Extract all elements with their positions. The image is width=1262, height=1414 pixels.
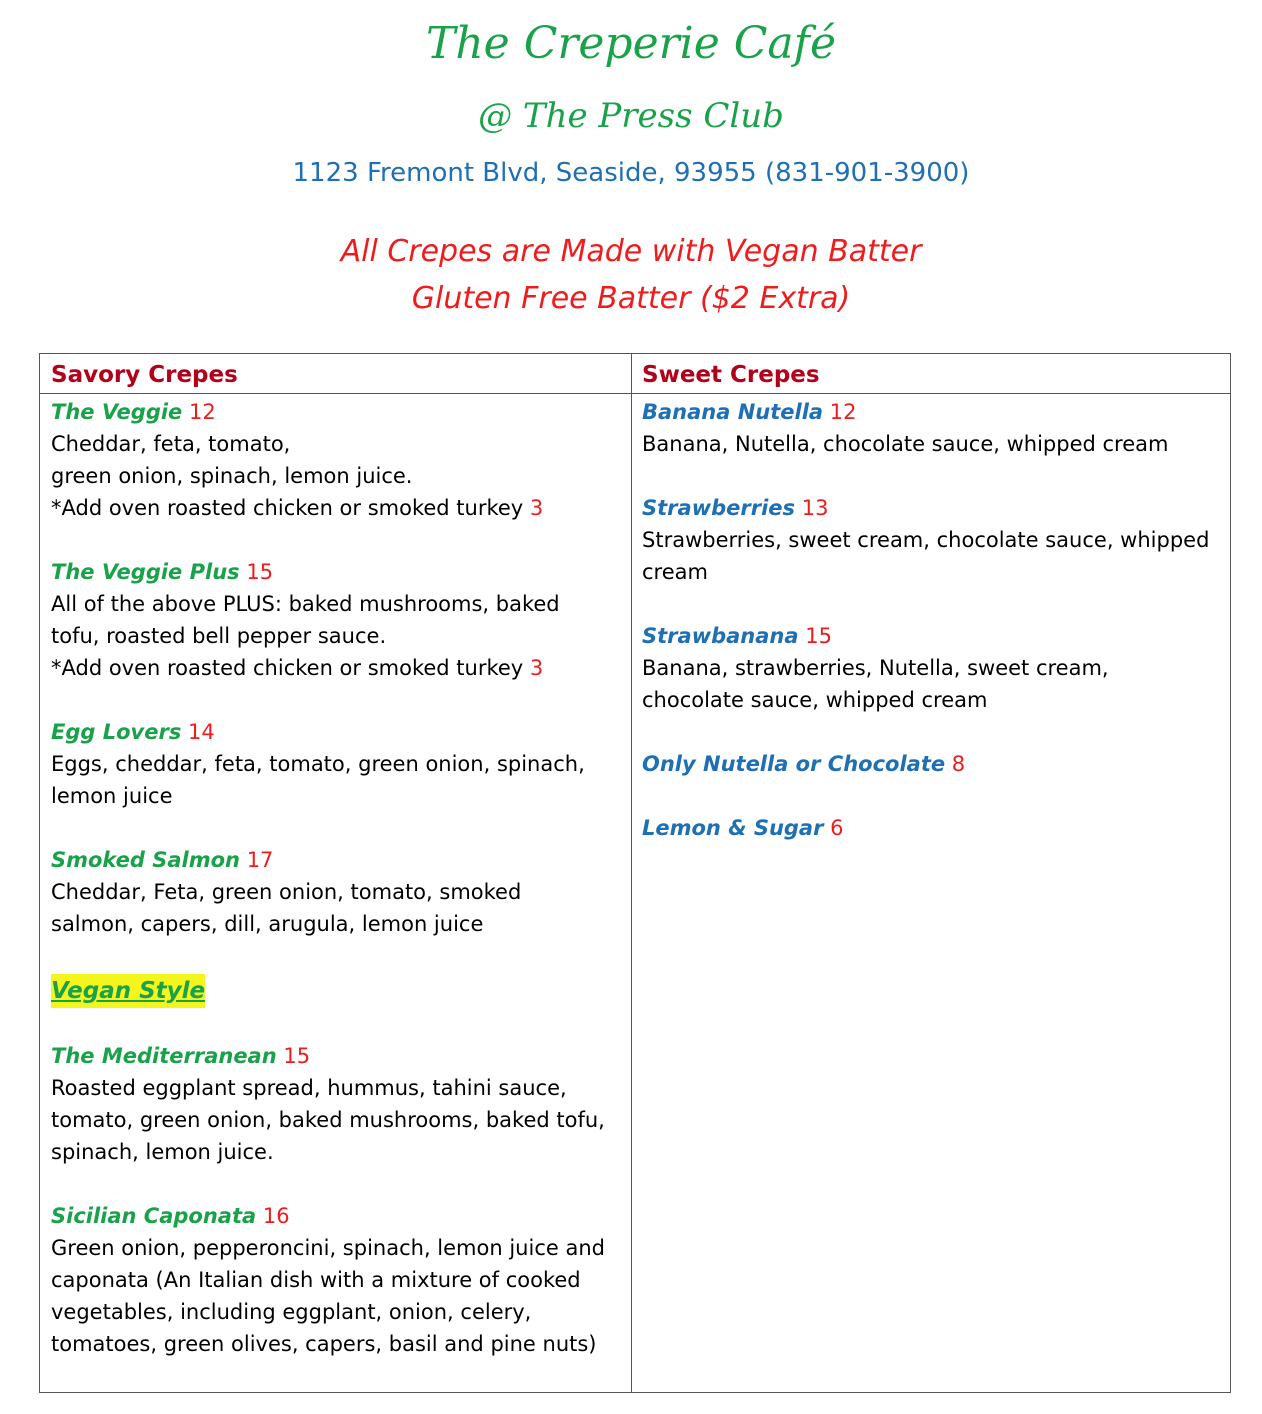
item-description: Green onion, pepperoncini, spinach, lemon juice and	[51, 1236, 605, 1260]
gluten-free-notice: Gluten Free Batter ($2 Extra)	[411, 281, 851, 316]
item-name: The Veggie	[51, 400, 183, 424]
menu-item	[642, 492, 1222, 588]
item-name: Sicilian Caponata	[51, 1204, 257, 1228]
item-price: 15	[246, 560, 274, 584]
vegan-style-label: Vegan Style	[51, 974, 205, 1008]
item-addon: *Add oven roasted chicken or smoked turkey	[51, 496, 524, 520]
item-name: Strawberries	[642, 496, 796, 520]
item-description: tomatoes, green olives, capers, basil and pine nuts)	[51, 1332, 597, 1356]
item-name: Strawbanana	[642, 624, 799, 648]
menu-item	[51, 556, 623, 684]
item-description: Banana, strawberries, Nutella, sweet cream,	[642, 656, 1109, 680]
item-name: Banana Nutella	[642, 400, 824, 424]
item-description: caponata (An Italian dish with a mixture of cooked	[51, 1268, 581, 1292]
item-price: 13	[801, 496, 829, 520]
item-price: 12	[189, 400, 216, 424]
item-description: cream	[642, 560, 708, 584]
item-price: 8	[951, 752, 966, 776]
item-price: 15	[805, 624, 832, 648]
item-description: Banana, Nutella, chocolate sauce, whipped cream	[642, 432, 1169, 456]
addon-price: 3	[529, 496, 544, 520]
item-price: 15	[283, 1044, 311, 1068]
menu-item	[51, 396, 623, 524]
vegan-batter-notice: All Crepes are Made with Vegan Batter	[340, 234, 922, 269]
item-description: Cheddar, Feta, green onion, tomato, smoked	[51, 880, 522, 904]
item-name: Only Nutella or Chocolate	[642, 752, 946, 776]
item-name: The Veggie Plus	[51, 560, 240, 584]
column-divider	[631, 354, 632, 1392]
menu-item	[642, 812, 1222, 844]
item-name: Egg Lovers	[51, 720, 182, 744]
item-price: 12	[829, 400, 857, 424]
menu-item	[642, 396, 1222, 460]
cafe-address: 1123 Fremont Blvd, Seaside, 93955 (831-901-3900)	[292, 158, 970, 188]
item-description: tomato, green onion, baked mushrooms, baked tofu,	[51, 1108, 605, 1132]
item-description: Strawberries, sweet cream, chocolate sauce, whipped	[642, 528, 1210, 552]
item-description: All of the above PLUS: baked mushrooms, baked	[51, 592, 560, 616]
menu-item	[51, 844, 623, 940]
item-name: Lemon & Sugar	[642, 816, 824, 840]
sweet-column	[642, 356, 1222, 876]
item-description: Eggs, cheddar, feta, tomato, green onion, spinach,	[51, 752, 585, 776]
item-description: vegetables, including eggplant, onion, celery,	[51, 1300, 532, 1324]
savory-heading: Savory Crepes	[51, 362, 238, 388]
sweet-heading: Sweet Crepes	[642, 362, 820, 388]
item-addon: *Add oven roasted chicken or smoked turkey	[51, 656, 524, 680]
item-description: spinach, lemon juice.	[51, 1140, 274, 1164]
item-description: chocolate sauce, whipped cream	[642, 688, 988, 712]
item-description: lemon juice	[51, 784, 173, 808]
item-price: 17	[246, 848, 274, 872]
item-description: Cheddar, feta, tomato,	[51, 432, 291, 456]
cafe-subtitle: @ The Press Club	[478, 96, 784, 136]
menu-table	[39, 353, 1231, 1393]
item-price: 6	[830, 816, 844, 840]
menu-item	[51, 1040, 623, 1168]
menu-item	[642, 620, 1222, 716]
item-price: 16	[262, 1204, 290, 1228]
item-description: green onion, spinach, lemon juice.	[51, 464, 413, 488]
item-name: Smoked Salmon	[51, 848, 240, 872]
menu-item	[642, 748, 1222, 780]
item-description: tofu, roasted bell pepper sauce.	[51, 624, 387, 648]
cafe-title: The Creperie Café	[425, 18, 836, 69]
savory-column	[51, 356, 623, 1392]
item-name: The Mediterranean	[51, 1044, 277, 1068]
addon-price: 3	[529, 656, 544, 680]
item-price: 14	[188, 720, 215, 744]
menu-item	[51, 716, 623, 812]
menu-item	[51, 1200, 623, 1360]
item-description: Roasted eggplant spread, hummus, tahini sauce,	[51, 1076, 567, 1100]
item-description: salmon, capers, dill, arugula, lemon juice	[51, 912, 484, 936]
